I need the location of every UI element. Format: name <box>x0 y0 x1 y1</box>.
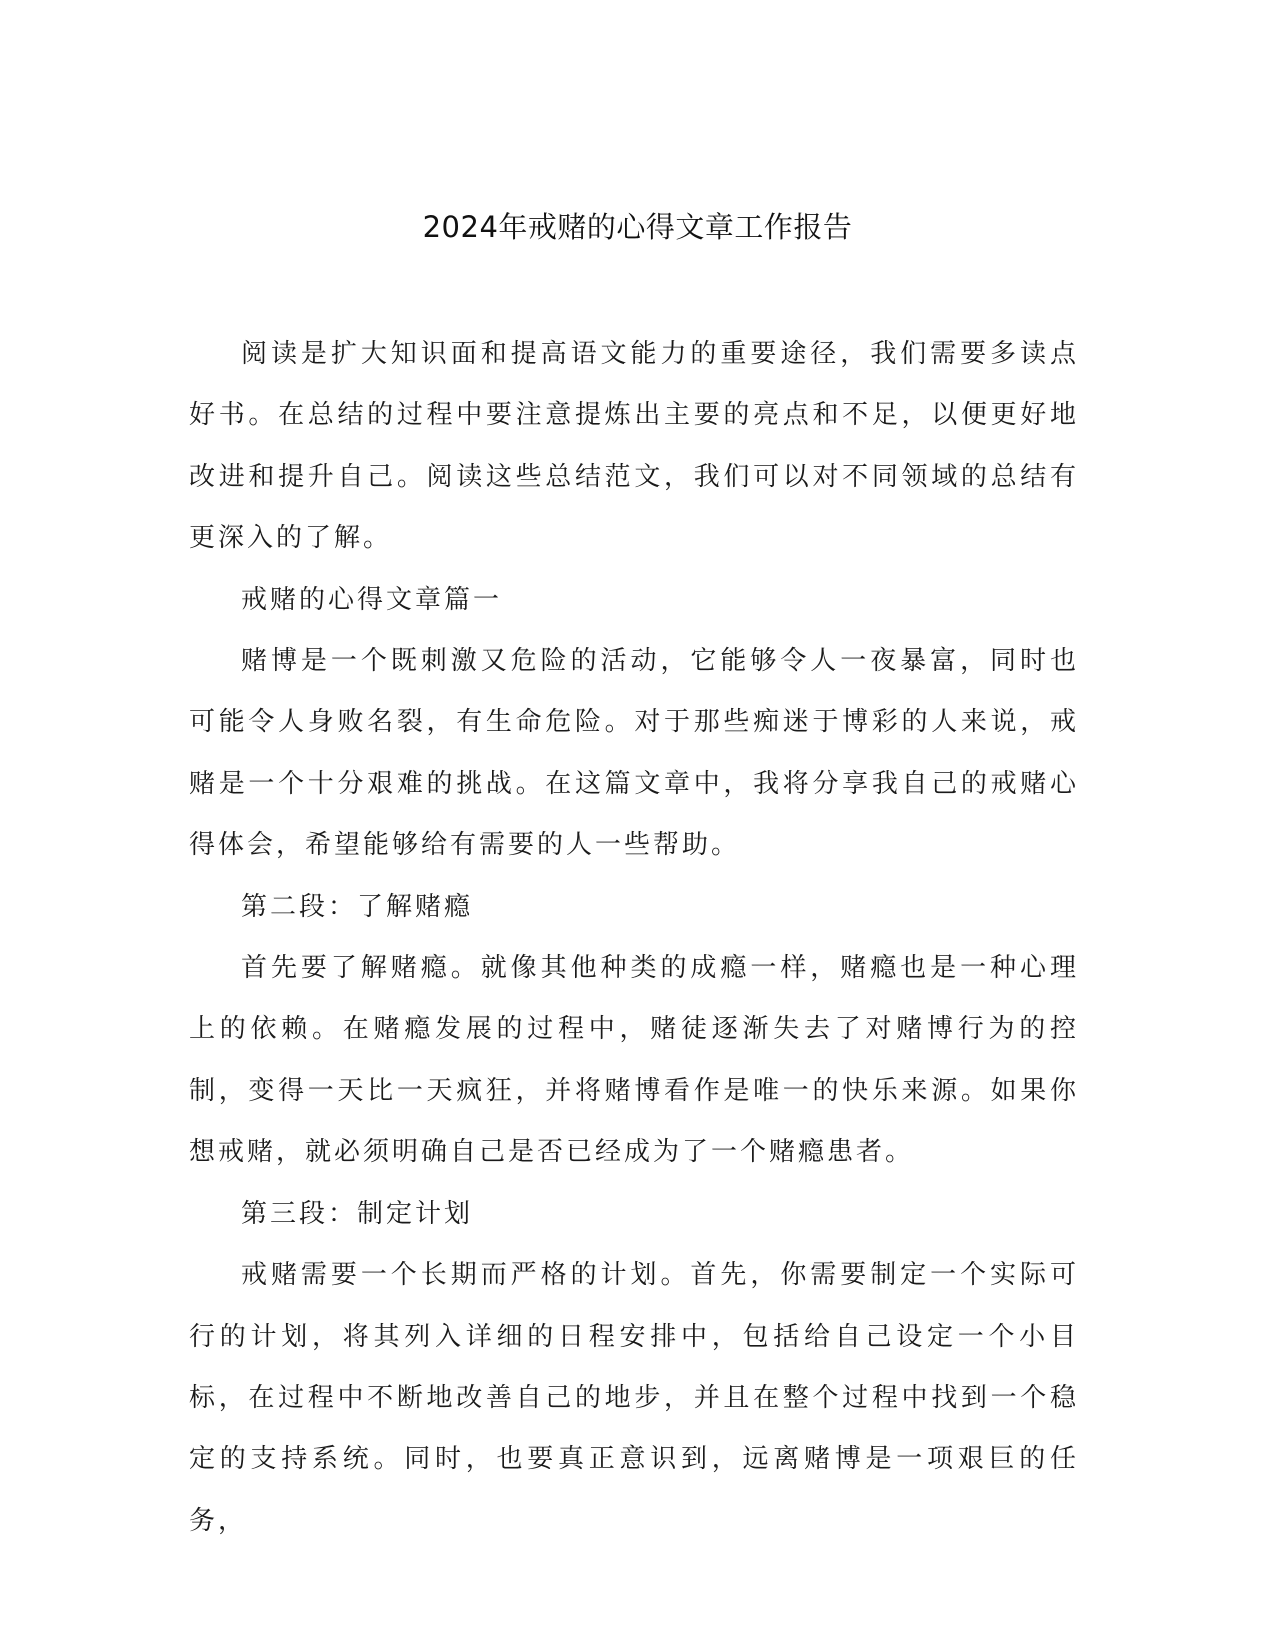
section-heading-part-one: 戒赌的心得文章篇一 <box>241 584 503 615</box>
section-heading-understand-addiction: 第二段：了解赌瘾 <box>241 891 474 922</box>
document-body <box>189 324 1079 1552</box>
document-title: 2024年戒赌的心得文章工作报告 <box>422 210 853 244</box>
body-paragraph: 首先要了解赌瘾。就像其他种类的成瘾一样，赌瘾也是一种心理上的依赖。在赌瘾发展的过程中，赌徒逐渐失去了对赌博行为的控制，变得一天比一天疯狂，并将赌博看作是唯一的快乐来源。如果你想戒赌，就必须明确自己是否已经成为了一个赌瘾患者。 <box>189 953 1079 1168</box>
intro-paragraph: 阅读是扩大知识面和提高语文能力的重要途径，我们需要多读点好书。在总结的过程中要注意提炼出主要的亮点和不足，以便更好地改进和提升自己。阅读这些总结范文，我们可以对不同领域的总结有更深入的了解。 <box>189 339 1079 554</box>
body-paragraph: 戒赌需要一个长期而严格的计划。首先，你需要制定一个实际可行的计划，将其列入详细的日程安排中，包括给自己设定一个小目标，在过程中不断地改善自己的地步，并且在整个过程中找到一个稳定的支持系统。同时，也要真正意识到，远离赌博是一项艰巨的任务， <box>189 1260 1079 1536</box>
section-heading-make-plan: 第三段：制定计划 <box>241 1198 474 1229</box>
body-paragraph: 赌博是一个既刺激又危险的活动，它能够令人一夜暴富，同时也可能令人身败名裂，有生命危险。对于那些痴迷于博彩的人来说，戒赌是一个十分艰难的挑战。在这篇文章中，我将分享我自己的戒赌心得体会，希望能够给有需要的人一些帮助。 <box>189 646 1079 861</box>
